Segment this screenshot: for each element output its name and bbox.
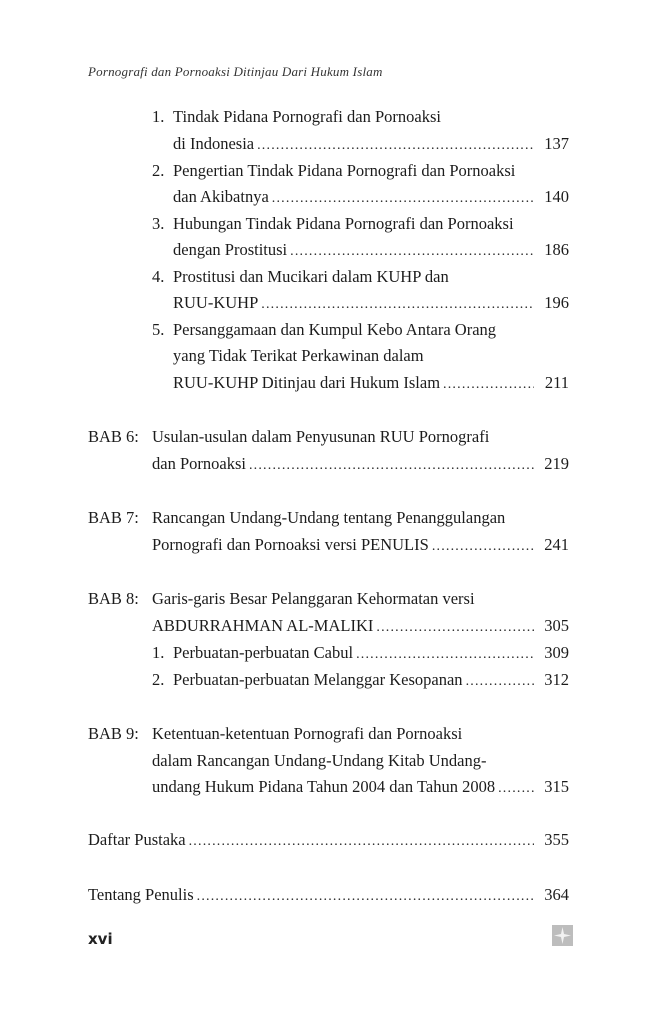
ornament-icon — [552, 925, 573, 946]
toc-chapter-7[interactable] — [0, 505, 661, 531]
dot-leader-row — [88, 827, 539, 853]
chapter-title: Usulan-usulan dalam Penyusunan RUU Pornografi — [152, 427, 490, 446]
toc-entry-2-cont[interactable] — [0, 184, 661, 210]
entry-number: 1. — [152, 107, 165, 126]
chapter-title: Garis-garis Besar Pelanggaran Kehormatan versi — [152, 589, 475, 608]
chapter-label: BAB 7: — [88, 508, 139, 527]
dot-leader — [290, 237, 534, 263]
entry-title: Persanggamaan dan Kumpul Kebo Antara Orang — [173, 320, 497, 339]
chapter-title-cont: dalam Rancangan Undang-Undang Kitab Undang- — [152, 751, 487, 770]
entry-number: 3. — [152, 214, 165, 233]
dot-leader-row — [173, 184, 539, 210]
dot-leader — [261, 290, 534, 316]
page-number: 140 — [544, 187, 569, 206]
dot-leader-row — [152, 774, 539, 800]
chapter-title-cont: dan Pornoaksi — [152, 454, 246, 473]
dot-leader — [498, 774, 534, 800]
toc-entry-3[interactable] — [0, 211, 661, 237]
toc-entry-5[interactable] — [0, 317, 661, 343]
entry-title-cont: RUU-KUHP — [173, 293, 259, 312]
toc-entry-1[interactable] — [0, 104, 661, 130]
entry-number: 2. — [152, 161, 165, 180]
toc-bibliography[interactable] — [0, 827, 661, 853]
dot-leader — [466, 667, 534, 693]
chapter-label: BAB 6: — [88, 427, 139, 446]
dot-leader — [356, 640, 534, 666]
entry-title: Tindak Pidana Pornografi dan Pornoaksi — [173, 107, 441, 126]
toc-chapter-6[interactable] — [0, 424, 661, 450]
entry-title: Daftar Pustaka — [88, 830, 186, 849]
toc-chapter-9[interactable] — [0, 721, 661, 747]
entry-title: Prostitusi dan Mucikari dalam KUHP dan — [173, 267, 449, 286]
page-number: 309 — [544, 643, 569, 662]
dot-leader-row — [173, 640, 539, 666]
entry-title: Tentang Penulis — [88, 885, 194, 904]
toc-chapter-6-cont[interactable] — [0, 451, 661, 477]
entry-title-cont: yang Tidak Terikat Perkawinan dalam — [173, 346, 424, 365]
toc-entry-3-cont[interactable] — [0, 237, 661, 263]
entry-title: Hubungan Tindak Pidana Pornografi dan Pornoaksi — [173, 214, 514, 233]
dot-leader — [443, 370, 534, 396]
toc-entry-2[interactable] — [0, 158, 661, 184]
page-number: 219 — [544, 454, 569, 473]
entry-number: 5. — [152, 320, 165, 339]
page-folio: xvi — [88, 930, 113, 948]
entry-title-cont: dengan Prostitusi — [173, 240, 288, 259]
toc-chapter-8-cont[interactable] — [0, 613, 661, 639]
chapter-label: BAB 8: — [88, 589, 139, 608]
dot-leader-row — [173, 131, 539, 157]
page-number: 315 — [544, 777, 569, 796]
page-number: 364 — [544, 885, 569, 904]
toc-entry-1-cont[interactable] — [0, 131, 661, 157]
entry-title-cont: RUU-KUHP Ditinjau dari Hukum Islam — [173, 373, 441, 392]
entry-title: Perbuatan-perbuatan Cabul — [173, 643, 354, 662]
dot-leader — [272, 184, 534, 210]
entry-number: 2. — [152, 670, 165, 689]
corner-ornament — [552, 925, 573, 946]
dot-leader-row — [173, 237, 539, 263]
running-head: Pornografi dan Pornoaksi Ditinjau Dari Hukum Islam — [88, 64, 383, 79]
entry-title-cont: di Indonesia — [173, 134, 255, 153]
dot-leader-row — [173, 370, 539, 396]
page-number: 137 — [544, 134, 569, 153]
toc-chapter-9-line2[interactable] — [0, 748, 661, 774]
chapter-title-cont: undang Hukum Pidana Tahun 2004 dan Tahun 2008 — [152, 777, 496, 796]
dot-leader-row — [152, 613, 539, 639]
toc-entry-5-line2[interactable] — [0, 343, 661, 369]
entry-number: 4. — [152, 267, 165, 286]
toc-chapter-7-cont[interactable] — [0, 532, 661, 558]
toc-chapter-8[interactable] — [0, 586, 661, 612]
dot-leader-row — [173, 290, 539, 316]
toc-chapter-8-sub-1[interactable] — [0, 640, 661, 666]
entry-title-cont: dan Akibatnya — [173, 187, 269, 206]
dot-leader — [249, 451, 534, 477]
dot-leader-row — [152, 532, 539, 558]
toc-about-author[interactable] — [0, 882, 661, 908]
toc-entry-4[interactable] — [0, 264, 661, 290]
entry-title: Pengertian Tindak Pidana Pornografi dan Pornoaksi — [173, 161, 516, 180]
toc-entry-4-cont[interactable] — [0, 290, 661, 316]
page-number: 186 — [544, 240, 569, 259]
page-number: 241 — [544, 535, 569, 554]
page-number: 355 — [544, 830, 569, 849]
chapter-label: BAB 9: — [88, 724, 139, 743]
chapter-title: Ketentuan-ketentuan Pornografi dan Pornoaksi — [152, 724, 463, 743]
dot-leader-row — [152, 451, 539, 477]
page-number: 196 — [544, 293, 569, 312]
dot-leader — [376, 613, 534, 639]
chapter-title: Rancangan Undang-Undang tentang Penanggulangan — [152, 508, 506, 527]
dot-leader — [257, 131, 534, 157]
toc-chapter-9-cont[interactable] — [0, 774, 661, 800]
dot-leader — [432, 532, 534, 558]
toc-chapter-8-sub-2[interactable] — [0, 667, 661, 693]
chapter-title-cont: Pornografi dan Pornoaksi versi PENULIS — [152, 535, 429, 554]
entry-title: Perbuatan-perbuatan Melanggar Kesopanan — [173, 670, 463, 689]
dot-leader-row — [173, 667, 539, 693]
dot-leader-row — [88, 882, 539, 908]
dot-leader — [189, 827, 534, 853]
toc-entry-5-cont[interactable] — [0, 370, 661, 396]
dot-leader — [197, 882, 534, 908]
page-number: 312 — [544, 670, 569, 689]
page-number: 305 — [544, 616, 569, 635]
page-number: 211 — [544, 373, 569, 392]
chapter-title-cont: ABDURRAHMAN AL-MALIKI — [152, 616, 374, 635]
entry-number: 1. — [152, 643, 165, 662]
